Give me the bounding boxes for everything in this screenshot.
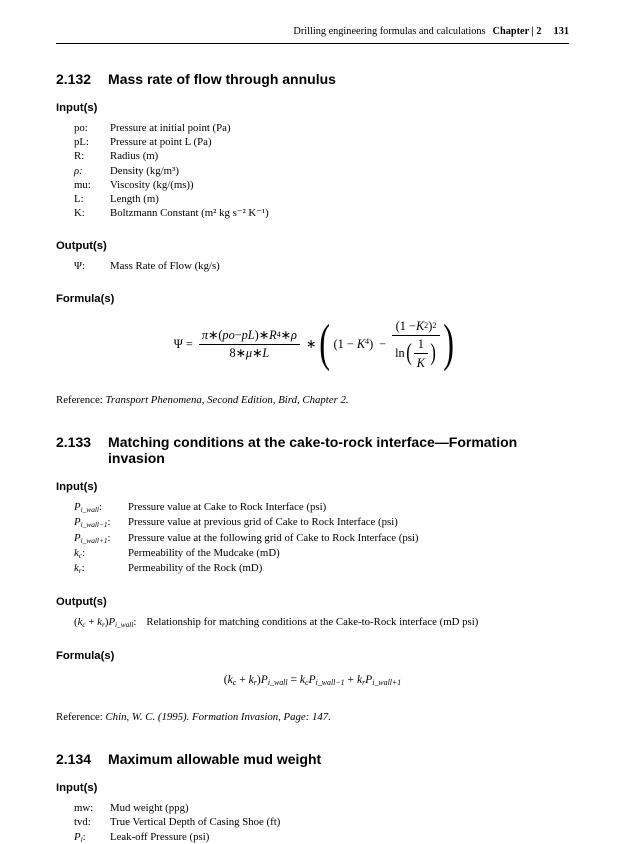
output-desc: Mass Rate of Flow (kg/s)	[110, 260, 220, 273]
input-desc: Pressure value at Cake to Rock Interface (psi)	[128, 501, 327, 514]
outputs-list	[74, 616, 569, 630]
input-term: mu:	[74, 178, 91, 191]
formulas-label: Formula(s)	[56, 649, 115, 662]
section-title: Mass rate of flow through annulus	[108, 71, 336, 88]
input-desc: Pressure at initial point (Pa)	[110, 121, 231, 134]
input-desc: Permeability of the Rock (mD)	[128, 561, 263, 574]
input-term: Pl:	[74, 830, 86, 844]
section-heading	[56, 434, 569, 467]
output-desc: Relationship for matching conditions at the Cake-to-Rock interface (mD psi)	[146, 615, 479, 628]
input-row	[74, 207, 569, 220]
reference-line	[56, 711, 569, 724]
input-desc: Pressure value at previous grid of Cake to Rock Interface (psi)	[128, 516, 398, 529]
input-row	[74, 150, 569, 163]
input-row	[74, 831, 569, 844]
section-2132	[56, 71, 569, 407]
numerator: 1	[414, 337, 428, 354]
input-desc: Boltzmann Constant (m² kg s⁻² K⁻¹)	[110, 207, 269, 220]
outputs-list	[74, 260, 569, 273]
input-row	[74, 501, 569, 515]
input-desc: Pressure at point L (Pa)	[110, 136, 212, 149]
inputs-label: Input(s)	[56, 781, 98, 794]
left-paren: (	[405, 339, 412, 366]
input-desc: Length (m)	[110, 193, 159, 206]
section-2133	[56, 434, 569, 724]
paren-content	[331, 319, 443, 371]
reference-label: Reference:	[56, 711, 103, 724]
inputs-label: Input(s)	[56, 101, 98, 114]
output-term: Ψ:	[74, 260, 85, 273]
input-desc: Viscosity (kg/(ms))	[110, 178, 194, 191]
inputs-list	[74, 122, 569, 220]
term-1: $(1 - K^4)$	[333, 336, 374, 352]
input-row	[74, 516, 569, 530]
formulas-label: Formula(s)	[56, 293, 115, 306]
denominator	[392, 336, 440, 371]
reference-text: Chin, W. C. (1995). Formation Invasion, Page: 147.	[105, 711, 331, 724]
section-number: 2.133	[56, 433, 92, 450]
input-row	[74, 179, 569, 192]
numerator: (1 − K 2 ) 2	[392, 319, 440, 336]
formula-2132	[56, 315, 569, 373]
page-header	[56, 26, 569, 44]
fraction-one-over-k	[414, 337, 428, 370]
input-row	[74, 547, 569, 561]
input-row	[74, 562, 569, 576]
input-term: kr:	[74, 561, 85, 575]
section-heading	[56, 71, 569, 88]
input-desc: Permeability of the Mudcake (mD)	[128, 546, 280, 559]
right-paren: )	[443, 315, 454, 373]
input-term: Pi_wall−1:	[74, 516, 111, 530]
fraction-main	[199, 328, 300, 361]
chapter-label: Chapter | 2	[492, 26, 542, 37]
minus-operator: −	[379, 337, 387, 352]
input-row	[74, 193, 569, 206]
input-term: Pi_wall:	[74, 501, 102, 515]
inputs-list	[74, 802, 569, 844]
section-title: Matching conditions at the cake-to-rock interface—Formation invasion	[108, 433, 518, 467]
input-term: po:	[74, 121, 88, 134]
numerator: π ∗( po − pL )∗ R 4 ∗ ρ	[199, 328, 300, 345]
input-desc: Mud weight (ppg)	[110, 802, 189, 815]
outputs-label: Output(s)	[56, 240, 107, 253]
section-number: 2.134	[56, 751, 92, 768]
input-row	[74, 122, 569, 135]
input-term: R:	[74, 150, 85, 163]
input-row	[74, 532, 569, 546]
input-term: L:	[74, 193, 84, 206]
input-term: kc:	[74, 546, 86, 560]
page-number: 131	[553, 26, 569, 37]
left-paren: (	[319, 315, 331, 373]
section-heading	[56, 751, 569, 768]
input-term: pL:	[74, 136, 89, 149]
output-term: (kc + kr)Pi_wall:	[74, 615, 137, 629]
denominator: 8∗ μ ∗ L	[229, 346, 270, 361]
denominator: K	[416, 355, 425, 370]
input-desc: Radius (m)	[110, 150, 159, 163]
input-term: tvd:	[74, 816, 91, 829]
reference-line	[56, 394, 569, 407]
input-row	[74, 165, 569, 178]
formula-lhs: Ψ =	[173, 337, 193, 352]
ln-symbol: ln	[395, 346, 405, 361]
section-2134	[56, 751, 569, 844]
input-desc: Pressure value at the following grid of Cake to Rock Interface (psi)	[128, 531, 419, 544]
input-term: mw:	[74, 802, 94, 815]
input-term: Pi_wall+1:	[74, 531, 111, 545]
input-row	[74, 816, 569, 829]
inputs-list	[74, 501, 569, 576]
input-desc: Density (kg/m³)	[110, 164, 179, 177]
times-operator: ∗	[305, 337, 317, 352]
input-term: ρ:	[74, 164, 83, 177]
reference-label: Reference:	[56, 394, 103, 407]
input-row	[74, 136, 569, 149]
output-row	[74, 260, 569, 273]
fraction-inner	[392, 319, 440, 371]
section-number: 2.132	[56, 71, 92, 88]
section-title: Maximum allowable mud weight	[108, 751, 322, 768]
running-title: Drilling engineering formulas and calculations	[293, 26, 486, 37]
inputs-label: Input(s)	[56, 480, 98, 493]
input-row	[74, 802, 569, 815]
reference-text: Transport Phenomena, Second Edition, Bird, Chapter 2.	[105, 394, 349, 407]
input-desc: Leak-off Pressure (psi)	[110, 830, 210, 843]
formula-2133	[56, 673, 569, 688]
outputs-label: Output(s)	[56, 595, 107, 608]
input-desc: True Vertical Depth of Casing Shoe (ft)	[110, 816, 281, 829]
right-paren: )	[430, 339, 436, 366]
output-row	[74, 616, 569, 630]
formula-expression: (kc + kr)Pi_wall = kcPi_wall−1 + krPi_wall+1	[223, 672, 402, 688]
input-term: K:	[74, 207, 85, 220]
